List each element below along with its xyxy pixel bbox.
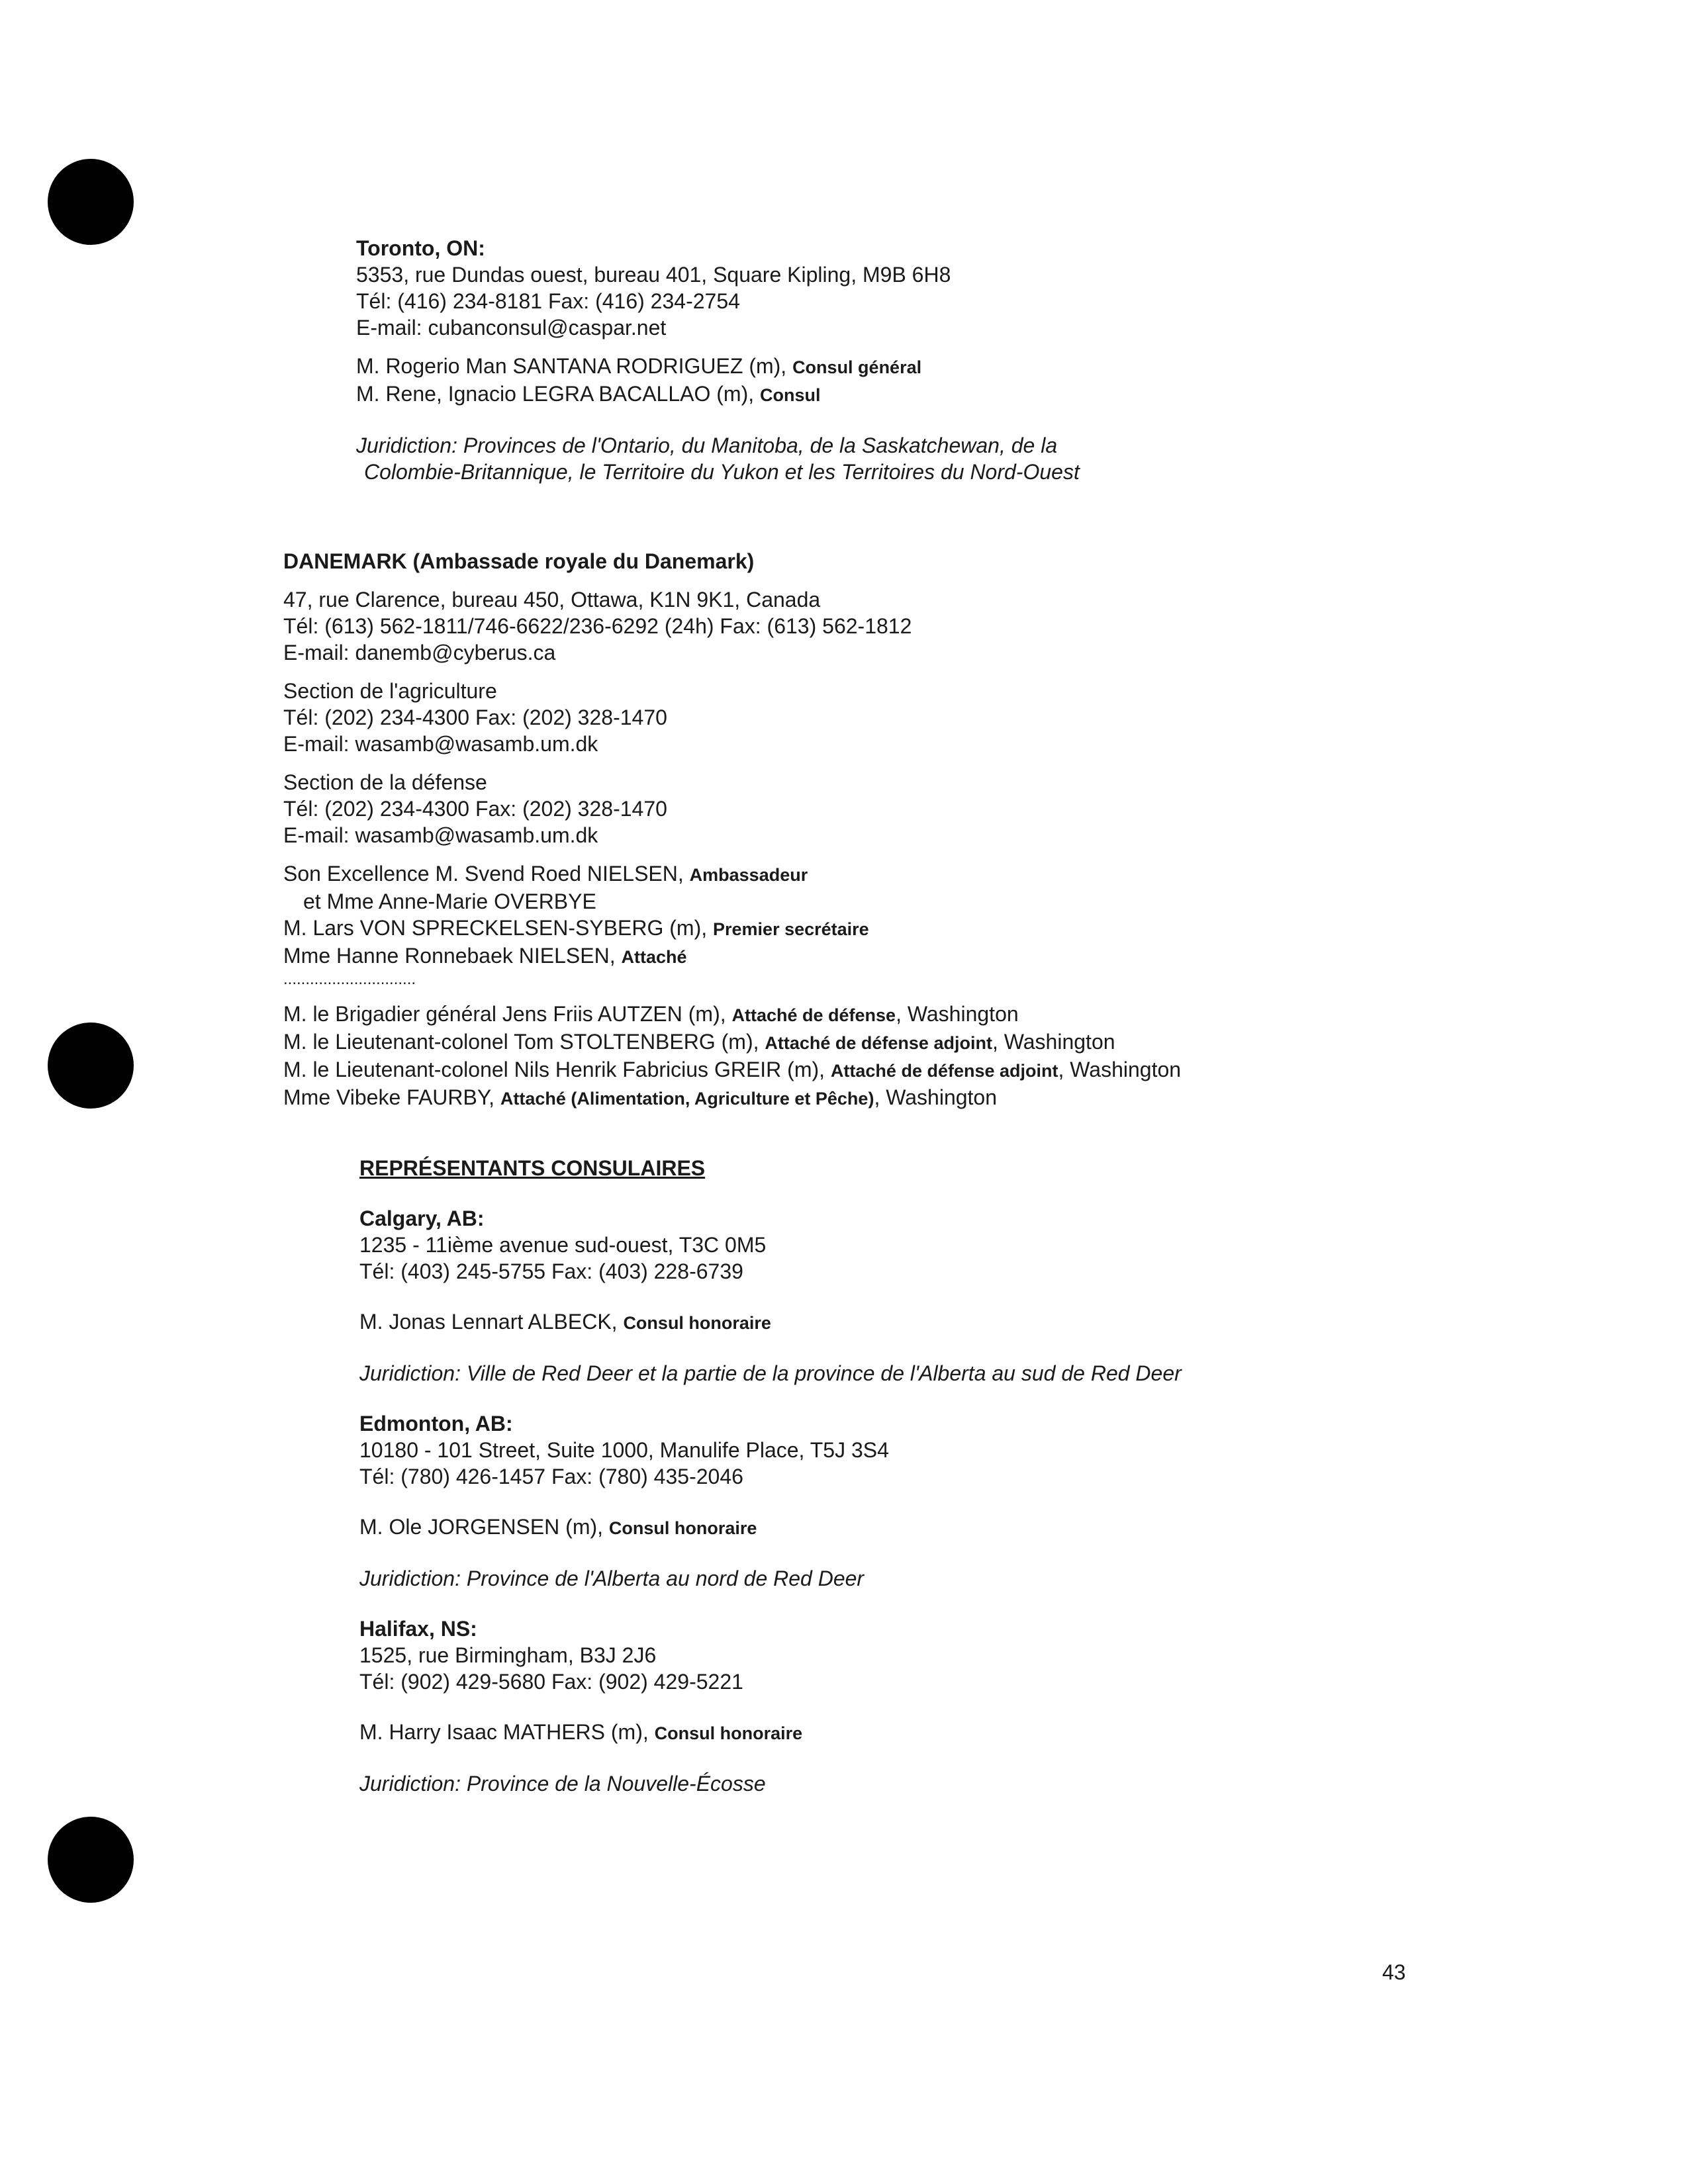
- phone-fax: Tél: (902) 429-5680 Fax: (902) 429-5221: [359, 1670, 743, 1694]
- staff-role: Consul honoraire: [623, 1313, 771, 1333]
- phone-fax: Tél: (403) 245-5755 Fax: (403) 228-6739: [359, 1259, 743, 1283]
- phone-fax: Tél: (202) 234-4300 Fax: (202) 328-1470: [283, 705, 667, 729]
- staff-name: M. Rogerio Man SANTANA RODRIGUEZ (m),: [356, 354, 787, 378]
- staff-role: Consul honoraire: [654, 1723, 803, 1743]
- staff-role: Premier secrétaire: [713, 919, 869, 939]
- email: E-mail: wasamb@wasamb.um.dk: [283, 732, 598, 756]
- country-heading: DANEMARK (Ambassade royale du Danemark): [283, 549, 755, 573]
- city-heading: Toronto, ON:: [356, 236, 485, 260]
- city-heading: Halifax, NS:: [359, 1617, 477, 1641]
- binder-hole-icon: [48, 159, 134, 245]
- address: 47, rue Clarence, bureau 450, Ottawa, K1N 9K1, Canada: [283, 588, 821, 612]
- address: 10180 - 101 Street, Suite 1000, Manulife Place, T5J 3S4: [359, 1438, 889, 1462]
- binder-hole-icon: [48, 1023, 134, 1109]
- jurisdiction: Juridiction: Ville de Red Deer et la partie de la province de l'Alberta au sud de Red Deer: [359, 1361, 1182, 1385]
- staff-role: Attaché: [621, 947, 687, 967]
- staff-name: M. Lars VON SPRECKELSEN-SYBERG (m),: [283, 916, 708, 940]
- page-number: 43: [1382, 1960, 1406, 1984]
- staff-location: , Washington: [874, 1085, 998, 1109]
- staff-location: , Washington: [1058, 1058, 1182, 1081]
- staff-role: Consul: [760, 385, 821, 405]
- dotted-separator: ..............................: [283, 970, 416, 988]
- phone-fax: Tél: (613) 562-1811/746-6622/236-6292 (24h) Fax: (613) 562-1812: [283, 614, 912, 638]
- staff-role: Attaché de défense adjoint: [830, 1061, 1058, 1081]
- staff-entry: [359, 1719, 1182, 1747]
- staff-location: , Washington: [896, 1002, 1019, 1026]
- address: 5353, rue Dundas ouest, bureau 401, Square Kipling, M9B 6H8: [356, 263, 951, 287]
- staff-role: Attaché de défense: [731, 1005, 896, 1025]
- staff-entry: [283, 1001, 1181, 1028]
- staff-entry: [283, 915, 1181, 942]
- staff-role: Ambassadeur: [689, 865, 808, 885]
- email: E-mail: danemb@cyberus.ca: [283, 641, 556, 664]
- staff-name: M. Rene, Ignacio LEGRA BACALLAO (m),: [356, 382, 755, 406]
- staff-name: M. Jonas Lennart ALBECK,: [359, 1310, 618, 1334]
- address: 1525, rue Birmingham, B3J 2J6: [359, 1643, 657, 1667]
- staff-name: M. le Lieutenant-colonel Tom STOLTENBERG (m),: [283, 1030, 759, 1054]
- consular-section: [359, 1155, 1182, 1797]
- address: 1235 - 11ième avenue sud-ouest, T3C 0M5: [359, 1233, 767, 1257]
- staff-name: M. Ole JORGENSEN (m),: [359, 1515, 604, 1539]
- staff-name: M. Harry Isaac MATHERS (m),: [359, 1720, 649, 1744]
- staff-name: Mme Hanne Ronnebaek NIELSEN,: [283, 944, 616, 968]
- toronto-section: [356, 235, 1080, 485]
- city-heading: Edmonton, AB:: [359, 1412, 513, 1435]
- danemark-section: [283, 548, 1181, 1112]
- section-title: Section de la défense: [283, 770, 487, 794]
- staff-entry: [359, 1308, 1182, 1336]
- email: E-mail: wasamb@wasamb.um.dk: [283, 823, 598, 847]
- staff-role: Attaché (Alimentation, Agriculture et Pêche): [500, 1089, 874, 1109]
- staff-entry: [283, 942, 1181, 970]
- binder-hole-icon: [48, 1817, 134, 1903]
- staff-role: Consul honoraire: [608, 1518, 757, 1538]
- city-heading: Calgary, AB:: [359, 1206, 485, 1230]
- jurisdiction: Juridiction: Province de la Nouvelle-Écosse: [359, 1772, 766, 1796]
- email: E-mail: cubanconsul@caspar.net: [356, 316, 667, 340]
- phone-fax: Tél: (202) 234-4300 Fax: (202) 328-1470: [283, 797, 667, 821]
- phone-fax: Tél: (780) 426-1457 Fax: (780) 435-2046: [359, 1465, 743, 1488]
- staff-location: , Washington: [992, 1030, 1115, 1054]
- staff-spouse: et Mme Anne-Marie OVERBYE: [303, 889, 596, 913]
- staff-entry: [359, 1514, 1182, 1541]
- staff-entry: [283, 1056, 1181, 1084]
- phone-fax: Tél: (416) 234-8181 Fax: (416) 234-2754: [356, 289, 740, 313]
- staff-entry: [283, 1028, 1181, 1056]
- section-title: Section de l'agriculture: [283, 679, 497, 703]
- staff-name: Mme Vibeke FAURBY,: [283, 1085, 494, 1109]
- consular-title: REPRÉSENTANTS CONSULAIRES: [359, 1156, 706, 1180]
- staff-name: M. le Lieutenant-colonel Nils Henrik Fabricius GREIR (m),: [283, 1058, 825, 1081]
- staff-entry: [356, 381, 1080, 408]
- staff-name: Son Excellence M. Svend Roed NIELSEN,: [283, 862, 684, 886]
- staff-role: Consul général: [792, 357, 922, 377]
- staff-entry: [283, 1084, 1181, 1112]
- staff-entry: [283, 860, 1181, 888]
- staff-entry: [356, 353, 1080, 381]
- jurisdiction-continued: Colombie-Britannique, le Territoire du Yukon et les Territoires du Nord-Ouest: [364, 460, 1080, 484]
- staff-name: M. le Brigadier général Jens Friis AUTZEN (m),: [283, 1002, 726, 1026]
- staff-role: Attaché de défense adjoint: [765, 1033, 992, 1053]
- jurisdiction: Juridiction: Provinces de l'Ontario, du Manitoba, de la Saskatchewan, de la: [356, 433, 1058, 457]
- jurisdiction: Juridiction: Province de l'Alberta au nord de Red Deer: [359, 1567, 865, 1590]
